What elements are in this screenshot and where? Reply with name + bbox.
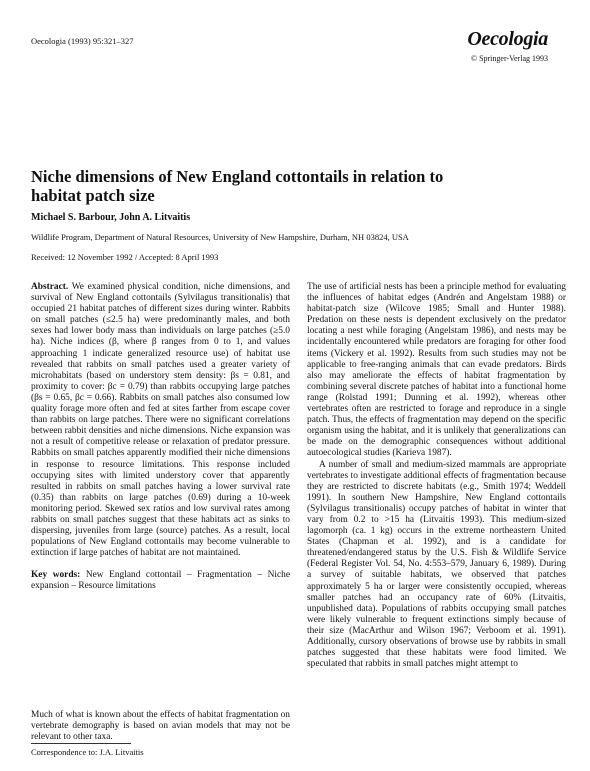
article-authors: Michael S. Barbour, John A. Litvaitis [31,212,191,223]
keywords [31,570,290,592]
article-title: Niche dimensions of New England cottontails in relation to habitat patch size [31,167,444,205]
received-dates: Received: 12 November 1992 / Accepted: 8 April 1993 [31,252,219,262]
publisher-copyright: © Springer-Verlag 1993 [470,54,548,63]
keywords-label: Key words: [31,570,81,581]
journal-citation: Oecologia (1993) 95:321–327 [31,36,134,46]
footnote-divider [31,743,131,744]
left-column [31,282,290,593]
correspondence-note: Correspondence to: J.A. Litvaitis [31,747,144,757]
paragraph-2: A number of small and medium-sized mammals are appropriate vertebrates to investigate additional effects of fragmentation because they are restricted to discrete habitats (e.g., Smith 1974; Weddell 1991). In southern New Hampshire, New England cottontails (Sylvilagus transitionalis) occupy patches of habitat in winter that vary from 0.2 to >15 ha (Litvaitis 1993). This medium-sized lagomorph (ca. 1 kg) occurs in the extreme northeastern United States (Chapman et al. 1992), and is a candidate for threatened/endangered status by the U.S. Fish & Wildlife Service (Federal Register Vol. 54, No. 4:553–579, January 6, 1989). During a survey of suitable habitats, we observed that patches approximately 5 ha or larger were consistently occupied, whereas smaller patches had an occupancy rate of 60% (Litvaitis, unpublished data). Populations of rabbits occupying small patches were likely vulnerable to frequent extinctions simply because of their size (MacArthur and Wilson 1967; Verboom et al. 1991). Additionally, cursory observations of browse use by rabbits in small patches suggested that these habitats were food limited. We speculated that rabbits in small patches might attempt to [307,459,566,670]
abstract [31,282,290,559]
keywords-text: New England cottontail – Fragmentation – Niche expansion – Resource limitations [31,570,291,592]
paragraph-1: The use of artificial nests has been a principle method for evaluating the influences of habitat edges (Andrén and Angelstam 1988) or habitat-patch size (Wilcove 1985; Small and Hunter 1988). Predation on these nests is dependent exclusively on the predator locating a nest while foraging (Angelstam 1986), and nests may be incidentally encountered while predators are foraging for other food items (Vickery et al. 1992). Results from such studies may not be applicable to free-ranging animals that can evade predators. Birds also may ameliorate the effects of habitat fragmentation by combining several discrete patches of habitat into a functional home range (Rolstad 1991; Dunning et al. 1992), whereas other vertebrates often are restricted to forage and reproduce in a single patch. Thus, the effects of fragmentation may depend on the specific organism using the habitat, and it is unlikely that generalizations can be made on the demographic consequences without additional autoecological studies (Karieva 1987). [307,282,566,459]
journal-name: Oecologia [467,28,548,50]
introduction-start: Much of what is known about the effects of habitat fragmentation on vertebrate demography is based on avian models that may not be relevant to other taxa. [31,710,290,743]
article-affiliation: Wildlife Program, Department of Natural Resources, University of New Hampshire, Durham, NH 03824, USA [31,232,409,242]
abstract-text: We examined physical condition, niche dimensions, and survival of New England cottontails (Sylvilagus transitionalis) that occupied 21 habitat patches of different sizes during winter. Rabbits on small patches (≤2.5 ha) were predominantly males, and both sexes had lower body mass than individuals on large patches (≥5.0 ha). Niche indices (β, where β ranges from 0 to 1, and values approaching 1 indicate generalized resource use) of habitat use revealed that rabbits on small patches used a greater variety of microhabitats (based on understory stem density: βs = 0.81, and proximity to cover: βc = 0.79) than rabbits occupying large patches (βs = 0.65, βc = 0.66). Rabbits on small patches also consumed low quality forage more often and fed at sites farther from escape cover than rabbits on large patches. There were no significant correlations between rabbit densities and niche dimensions. Niche expansion was not a result of competitive release or relaxation of predator pressure. Rabbits on small patches apparently modified their niche dimensions in response to resource limitations. This response included occupying sites with limited understory cover that apparently resulted in rabbits on small patches having a lower survival rate (0.35) than rabbits on large patches (0.69) during a 10-week monitoring period. Skewed sex ratios and low survival rates among rabbits on small patches suggest that these habitats act as sinks to dispersing, juveniles from large (source) patches. As a result, local populations of New England cottontails may become vulnerable to extinction if large patches of habitat are not maintained. [31,282,290,559]
right-column [307,282,566,670]
abstract-label: Abstract. [31,282,69,292]
